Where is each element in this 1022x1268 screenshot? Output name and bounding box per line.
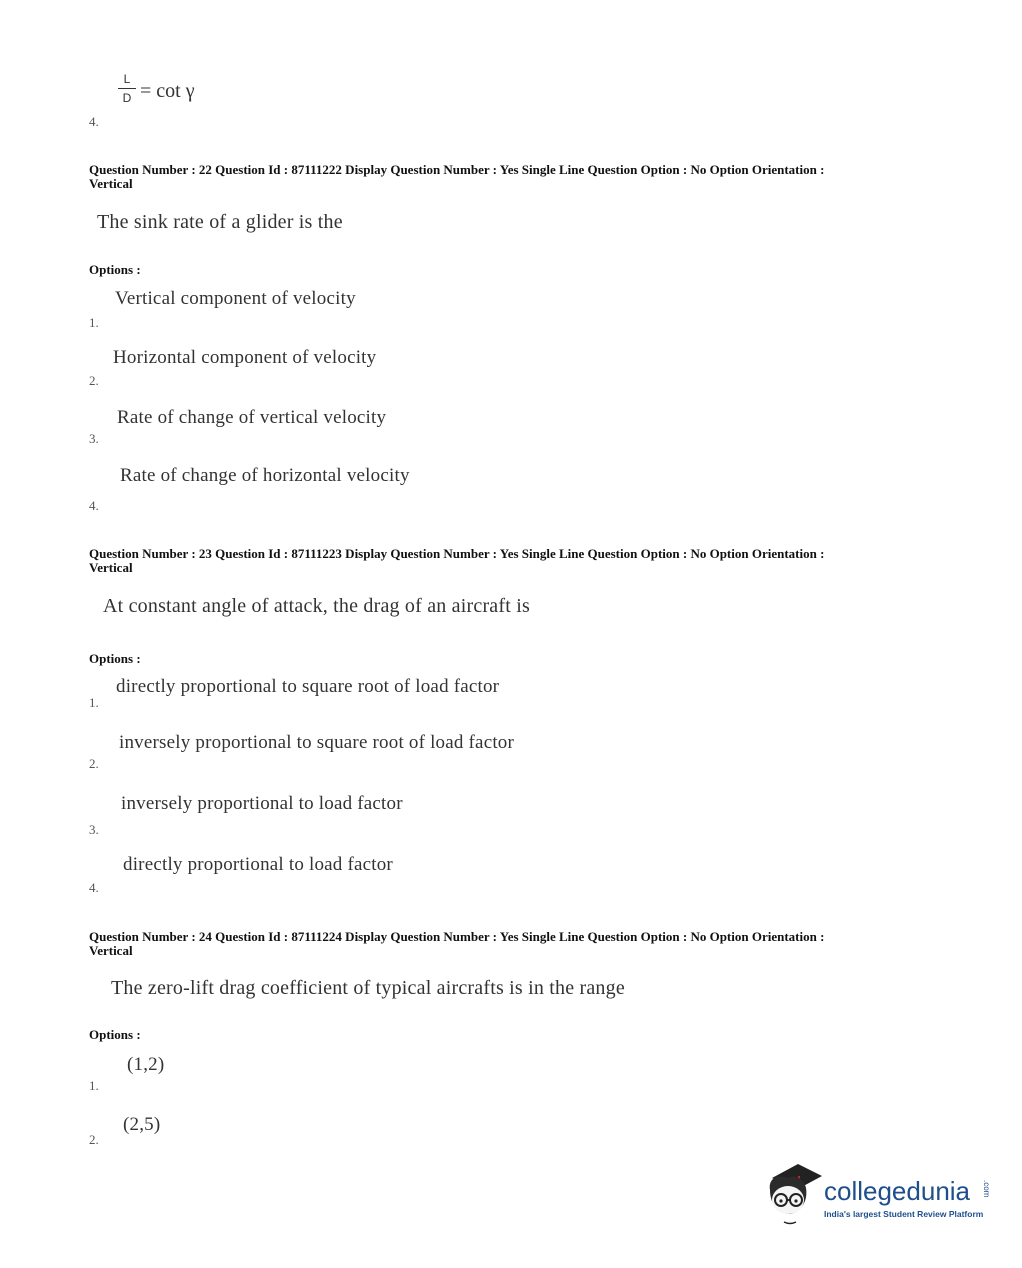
option-number: 2.: [89, 373, 99, 388]
fraction-l-over-d: [118, 72, 136, 105]
option-number: 4.: [89, 114, 99, 129]
option-number: 2.: [89, 1132, 99, 1147]
student-mascot-icon: [764, 1160, 822, 1230]
fraction-denominator: D: [122, 91, 132, 105]
options-label: Options :: [89, 262, 141, 277]
option-number: 3.: [89, 431, 99, 446]
logo-com: .com: [982, 1180, 991, 1198]
question-22-text: The sink rate of a glider is the: [97, 211, 343, 233]
question-23-text: At constant angle of attack, the drag of an aircraft is: [103, 595, 530, 617]
question-22-header: Question Number : 22 Question Id : 87111222 Display Question Number : Yes Single Line Question Option : No Option Orientation : Vertical: [89, 162, 825, 191]
options-label: Options :: [89, 1027, 141, 1042]
option-text: inversely proportional to load factor: [121, 793, 403, 814]
option-text: Rate of change of vertical velocity: [117, 407, 387, 428]
question-24-header: Question Number : 24 Question Id : 87111224 Display Question Number : Yes Single Line Question Option : No Option Orientation : Vertical: [89, 929, 825, 958]
option-text: Horizontal component of velocity: [113, 347, 377, 368]
option-text: (1,2): [127, 1054, 165, 1075]
fraction-bar: [118, 88, 136, 89]
logo-wordmark: collegedunia: [824, 1176, 971, 1206]
option-number: 4.: [89, 880, 99, 895]
options-label: Options :: [89, 651, 141, 666]
option-text: Rate of change of horizontal velocity: [120, 465, 410, 486]
option-text: Vertical component of velocity: [115, 288, 356, 309]
option-text: (2,5): [123, 1114, 161, 1135]
question-24-text: The zero-lift drag coefficient of typical aircrafts is in the range: [111, 977, 625, 999]
formula-rhs: = cot γ: [140, 80, 195, 102]
option-text: inversely proportional to square root of load factor: [119, 732, 515, 753]
fraction-numerator: L: [123, 72, 131, 86]
logo-tagline: India's largest Student Review Platform: [824, 1209, 984, 1219]
option-number: 2.: [89, 756, 99, 771]
option-text: directly proportional to load factor: [123, 854, 393, 875]
option-text: directly proportional to square root of load factor: [116, 676, 500, 697]
question-23-header: Question Number : 23 Question Id : 87111223 Display Question Number : Yes Single Line Question Option : No Option Orientation : Vertical: [89, 546, 825, 575]
option-number: 3.: [89, 822, 99, 837]
collegedunia-logo: [764, 1160, 994, 1230]
option-number: 4.: [89, 498, 99, 513]
option-number: 1.: [89, 1078, 99, 1093]
option-number: 1.: [89, 695, 99, 710]
option-number: 1.: [89, 315, 99, 330]
